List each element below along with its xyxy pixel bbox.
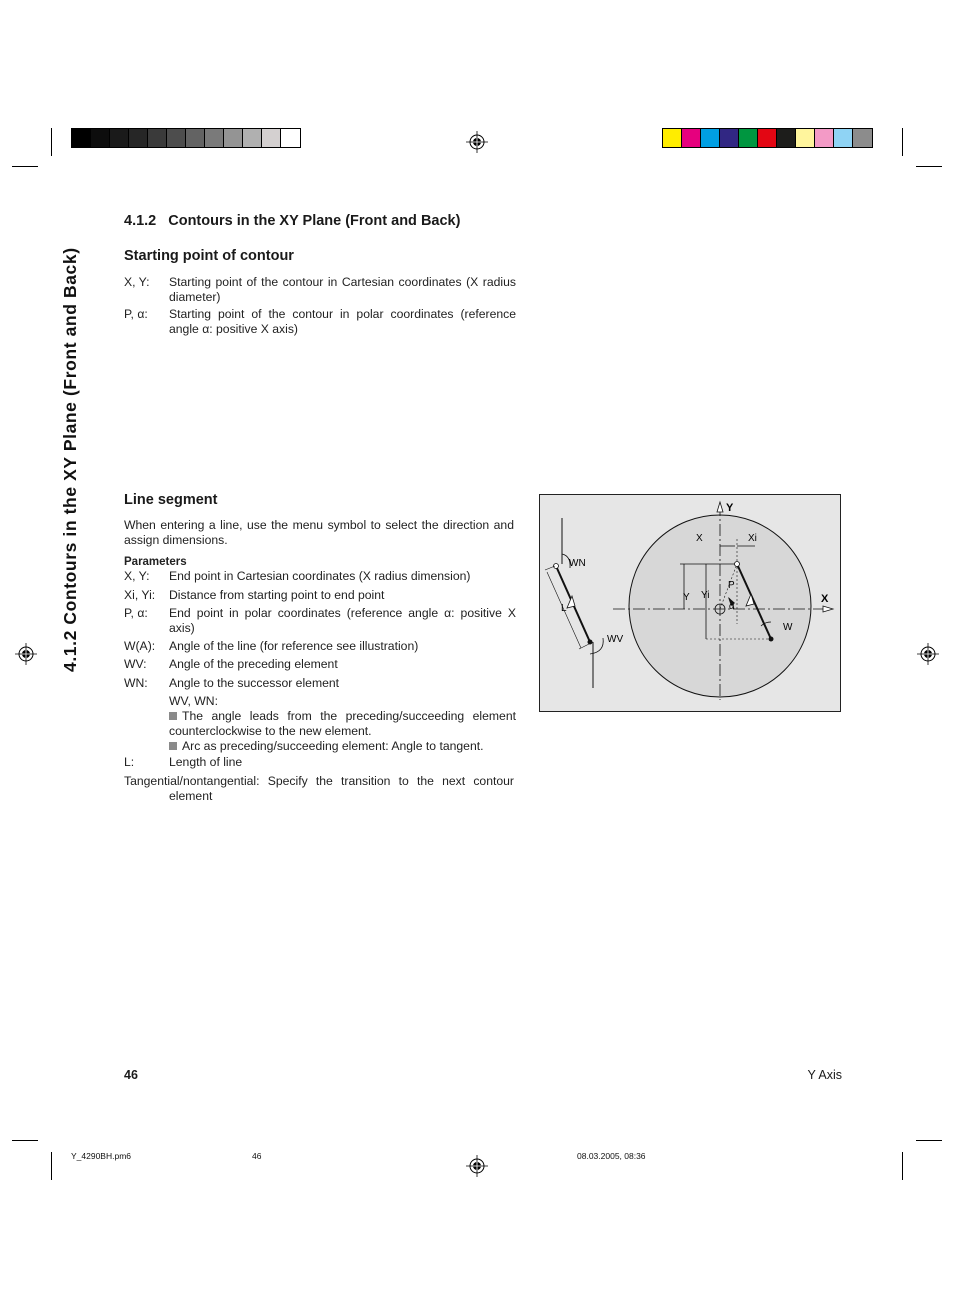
tangential-text: Specify the transition to the next contour element [169, 774, 514, 803]
crop-mark-top-left-v [51, 128, 52, 156]
param-text: Starting point of the contour in polar coordinates (reference angle α: positive X axis) [169, 307, 516, 336]
side-chapter-title: 4.1.2 Contours in the XY Plane (Front and Back) [60, 247, 80, 672]
label-alpha: α [729, 601, 735, 611]
gray-swatch [167, 129, 186, 147]
param-key: WV: [124, 657, 147, 671]
param-text: Starting point of the contour in Cartesian coordinates (X radius diameter) [169, 275, 516, 304]
crop-mark-top-right-h [916, 166, 942, 167]
x-axis-label: X [821, 593, 829, 605]
registration-mark-top [466, 131, 488, 153]
starting-point-heading: Starting point of contour [124, 248, 294, 264]
line-segment-intro: When entering a line, use the menu symbol to select the direction and assign dimensions. [124, 518, 514, 547]
param-row [124, 307, 516, 337]
param-key: WN: [124, 676, 148, 690]
param-text: Angle to the successor element [169, 676, 340, 690]
crop-mark-bottom-left-v [51, 1152, 52, 1180]
bullet-text: Arc as preceding/succeeding element: Angle to tangent. [182, 739, 484, 753]
gray-swatch [186, 129, 205, 147]
param-row [124, 676, 516, 691]
param-key: L: [124, 755, 135, 769]
label-wn: WN [569, 558, 586, 569]
wv-wn-block [124, 694, 516, 754]
crop-mark-bottom-left-h [12, 1140, 38, 1141]
registration-mark-right [917, 643, 939, 665]
color-swatch [682, 129, 701, 147]
tangential-row [124, 774, 514, 804]
slug-file: Y_4290BH.pm6 [71, 1151, 132, 1161]
color-swatch [777, 129, 796, 147]
color-swatch [701, 129, 720, 147]
param-key: P, α: [124, 606, 148, 620]
tangential-key: Tangential/nontangential: [124, 774, 260, 788]
label-p: P [728, 580, 735, 591]
registration-mark-bottom [466, 1155, 488, 1177]
y-axis-label: Y [726, 502, 734, 514]
param-row [124, 657, 516, 672]
bullet-item [169, 709, 516, 739]
gray-swatch [262, 129, 281, 147]
color-calibration-bar [662, 128, 873, 148]
color-swatch [796, 129, 815, 147]
wv-wn-label: WV, WN: [169, 694, 218, 708]
param-key: X, Y: [124, 275, 150, 289]
slug-date: 08.03.2005, 08:36 [577, 1151, 646, 1161]
param-key: X, Y: [124, 569, 150, 583]
param-row [124, 606, 516, 636]
bullet-text: The angle leads from the preceding/succeeding element counterclockwise to the new element. [169, 709, 516, 738]
color-swatch [739, 129, 758, 147]
color-swatch [663, 129, 682, 147]
color-swatch [720, 129, 739, 147]
label-wv: WV [607, 634, 624, 645]
param-key: Xi, Yi: [124, 588, 156, 602]
color-swatch [853, 129, 872, 147]
gray-swatch [91, 129, 110, 147]
param-row [124, 569, 516, 584]
gray-swatch [281, 129, 300, 147]
label-l: L [561, 603, 567, 614]
line-start-point [735, 562, 740, 567]
bullet-item [169, 739, 516, 754]
gray-swatch [110, 129, 129, 147]
color-swatch [815, 129, 834, 147]
crop-mark-bottom-right-h [916, 1140, 942, 1141]
label-xi: Xi [748, 533, 757, 544]
label-w: W [783, 622, 793, 633]
param-text: End point in Cartesian coordinates (X radius dimension) [169, 569, 471, 583]
gray-swatch [224, 129, 243, 147]
param-row [124, 588, 516, 603]
crop-mark-top-right-v [902, 128, 903, 156]
label-yi: Yi [701, 590, 710, 601]
detail-end-point [588, 640, 593, 645]
label-y: Y [683, 592, 690, 603]
section-title: Contours in the XY Plane (Front and Back) [168, 213, 461, 229]
param-key: W(A): [124, 639, 156, 653]
square-bullet-icon [169, 712, 177, 720]
gray-swatch [243, 129, 262, 147]
gray-swatch [205, 129, 224, 147]
param-row [124, 639, 516, 654]
label-x: X [696, 533, 703, 544]
slug-page: 46 [252, 1151, 262, 1161]
line-segment-heading: Line segment [124, 492, 218, 508]
crop-mark-top-left-h [12, 166, 38, 167]
param-text: Angle of the preceding element [169, 657, 338, 671]
crop-mark-bottom-right-v [902, 1152, 903, 1180]
color-swatch [834, 129, 853, 147]
param-key: P, α: [124, 307, 148, 321]
square-bullet-icon [169, 742, 177, 750]
color-swatch [758, 129, 777, 147]
line-segment-figure [539, 494, 841, 712]
gray-swatch [148, 129, 167, 147]
param-text: End point in polar coordinates (reference angle α: positive X axis) [169, 606, 516, 635]
page-number: 46 [124, 1068, 138, 1082]
registration-mark-left [15, 643, 37, 665]
param-text: Angle of the line (for reference see illustration) [169, 639, 419, 653]
param-row [124, 755, 516, 770]
chapter-name: Y Axis [807, 1068, 842, 1082]
gray-swatch [129, 129, 148, 147]
parameters-heading: Parameters [124, 556, 187, 568]
line-end-point [769, 637, 774, 642]
section-heading [124, 213, 460, 229]
section-number: 4.1.2 [124, 213, 157, 229]
grayscale-calibration-bar [71, 128, 301, 148]
param-text: Length of line [169, 755, 243, 769]
param-text: Distance from starting point to end point [169, 588, 385, 602]
param-row [124, 275, 516, 305]
